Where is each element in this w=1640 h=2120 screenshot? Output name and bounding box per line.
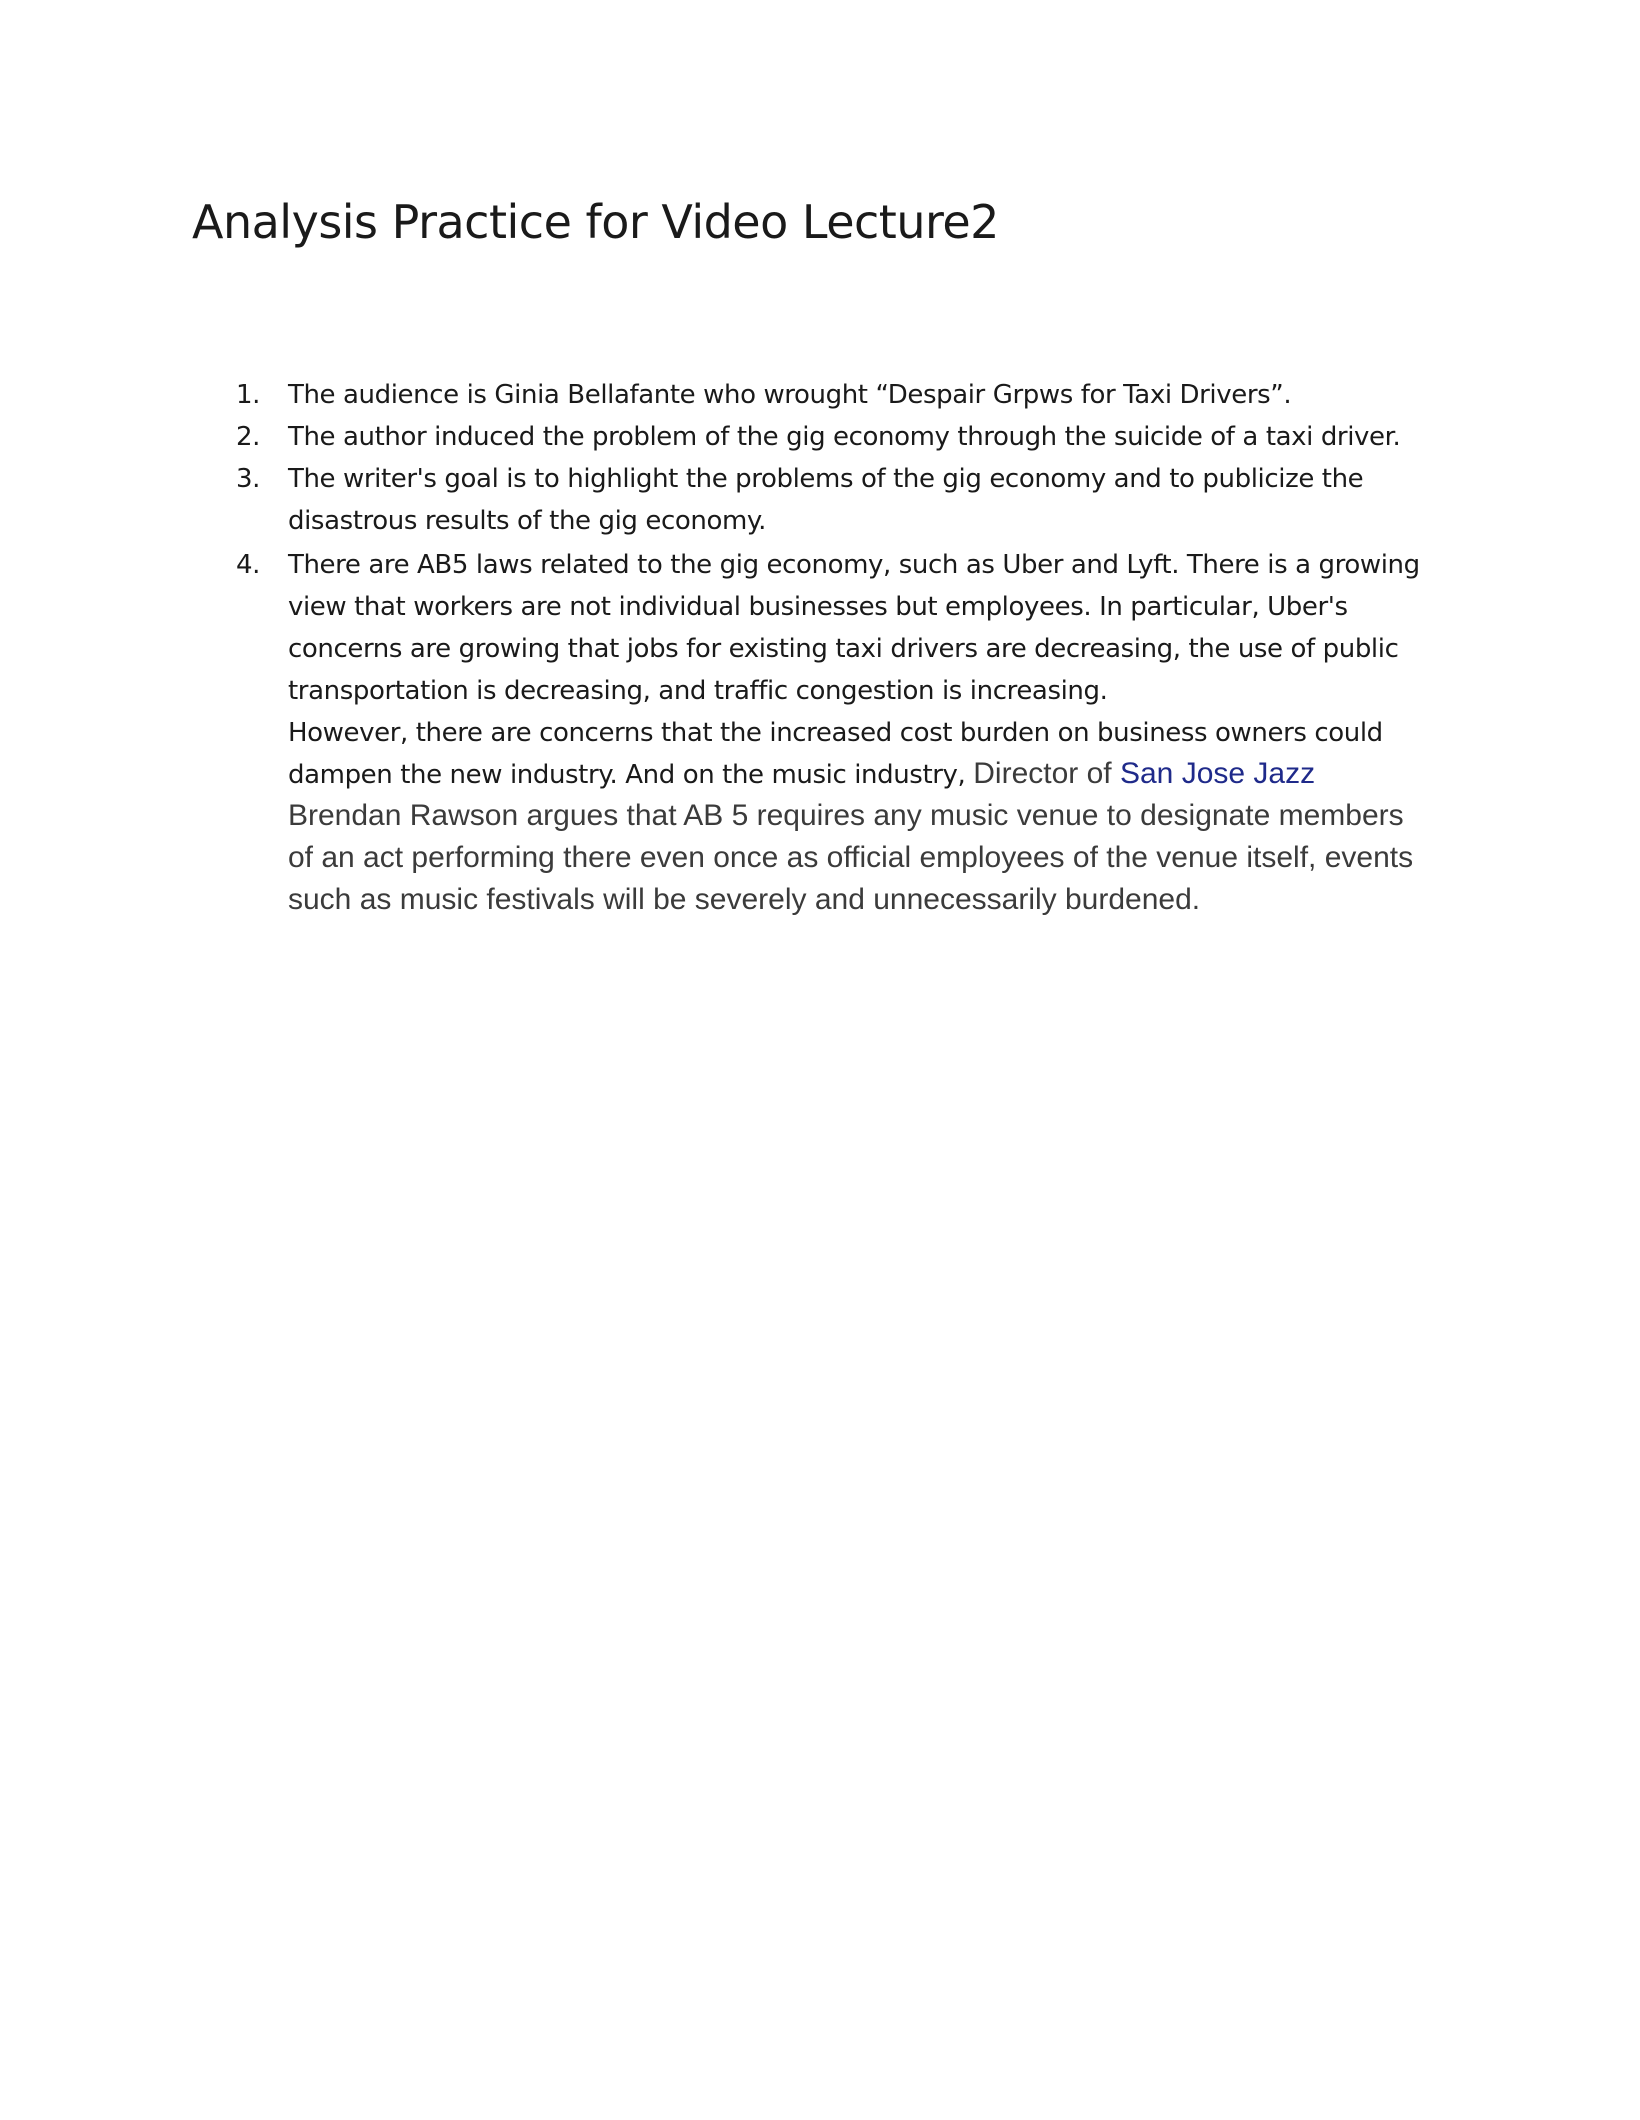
list-item [236,374,1436,416]
item-text: There are AB5 laws related to the gig economy, such as Uber and Lyft. There is a growing view that workers are not individual businesses but employees. In particular, Uber's concerns are growing that jobs for existing taxi drivers are decreasing, the use of public transportation is decreasing, and traffic congestion is increasing. [288,550,1420,706]
item-number: 4. [236,550,261,580]
san-jose-jazz-link[interactable]: San Jose Jazz [1119,757,1316,790]
item-number: 3. [236,464,261,494]
quote-text: Director of [973,757,1120,790]
item-text: The writer's goal is to highlight the problems of the gig economy and to publicize the disastrous results of the gig economy. [288,464,1364,536]
item-text: The audience is Ginia Bellafante who wrought “Despair Grpws for Taxi Drivers”. [288,380,1292,410]
item-text: The author induced the problem of the gig economy through the suicide of a taxi driver. [288,422,1401,452]
list-item [236,544,1436,922]
list-item [236,458,1436,542]
paragraph-text: However, there are concerns that the increased cost burden on business owners could dampen the new industry. And on the music industry, [288,718,1383,790]
item-paragraph-2 [288,712,1436,922]
list-item [236,416,1436,458]
item-number: 1. [236,380,261,410]
quote-text: Brendan Rawson argues that AB 5 requires any music venue to designate members of an act performing there even once as official employees of the venue itself, events such as music festivals will be severely and unnecessarily burdened. [288,799,1414,916]
item-number: 2. [236,422,261,452]
answer-list [236,374,1436,922]
document-title: Analysis Practice for Video Lecture2 [192,195,999,249]
